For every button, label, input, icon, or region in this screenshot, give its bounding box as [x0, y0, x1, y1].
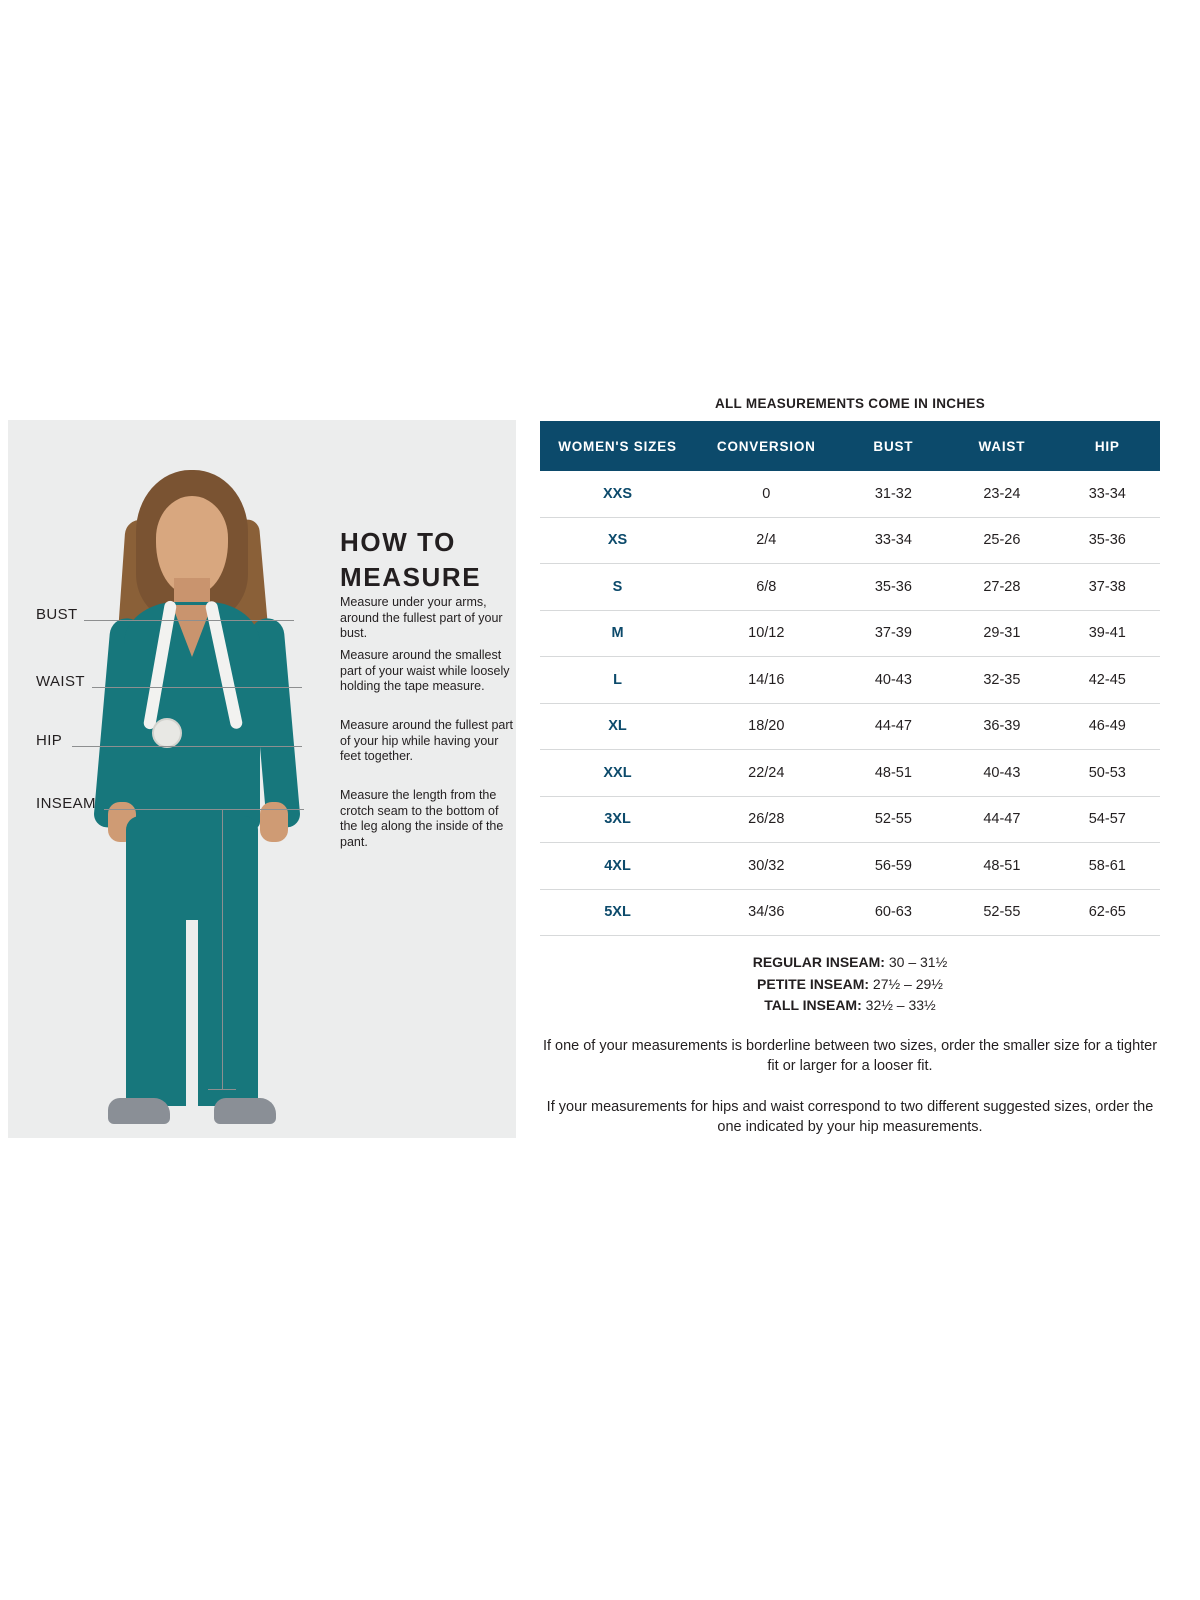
cell-bust: 56-59: [838, 843, 950, 890]
cell-hip: 50-53: [1055, 750, 1160, 797]
inseam-tall: [540, 995, 1160, 1017]
cell-waist: 32-35: [949, 657, 1054, 704]
cell-size: 4XL: [540, 843, 695, 890]
cell-bust: 40-43: [838, 657, 950, 704]
table-row: [540, 564, 1160, 611]
size-chart-panel: [540, 396, 1160, 1137]
footnote-borderline-sizes: If one of your measurements is borderline between two sizes, order the smaller size for a tighter fit or larger for a looser fit.: [542, 1038, 1158, 1074]
cell-bust: 35-36: [838, 564, 950, 611]
cell-size: M: [540, 610, 695, 657]
cell-waist: 44-47: [949, 796, 1054, 843]
cell-bust: 44-47: [838, 703, 950, 750]
cell-conversion: 26/28: [695, 796, 838, 843]
column-header-hip: HIP: [1055, 421, 1160, 471]
cell-waist: 23-24: [949, 471, 1054, 517]
how-to-measure-panel: [8, 420, 516, 1138]
cell-hip: 62-65: [1055, 889, 1160, 936]
size-chart-body: [540, 471, 1160, 936]
how-to-title-line2: MEASURE: [340, 562, 482, 593]
cell-bust: 48-51: [838, 750, 950, 797]
inseam-bottom-tick: [208, 1089, 236, 1090]
how-to-text-inseam: Measure the length from the crotch seam to the bottom of the leg along the inside of the pant.: [340, 788, 504, 849]
cell-size: 5XL: [540, 889, 695, 936]
measurements-units-note: ALL MEASUREMENTS COME IN INCHES: [714, 396, 986, 411]
leader-line-inseam: [104, 809, 304, 810]
how-to-measure-title: [340, 525, 510, 595]
model-shoe-left: [108, 1098, 170, 1124]
cell-hip: 37-38: [1055, 564, 1160, 611]
cell-conversion: 30/32: [695, 843, 838, 890]
model-shoe-right: [214, 1098, 276, 1124]
cell-bust: 33-34: [838, 517, 950, 564]
inseam-info-block: [540, 952, 1160, 1017]
cell-size: XXL: [540, 750, 695, 797]
column-header-conversion: CONVERSION: [695, 421, 838, 471]
callout-label-hip: HIP: [36, 732, 63, 749]
cell-hip: 42-45: [1055, 657, 1160, 704]
callout-label-bust: BUST: [36, 606, 78, 623]
cell-waist: 52-55: [949, 889, 1054, 936]
table-row: [540, 610, 1160, 657]
cell-size: S: [540, 564, 695, 611]
table-row: [540, 517, 1160, 564]
inseam-petite-label: PETITE INSEAM:: [757, 975, 870, 992]
footnote-hip-priority: If your measurements for hips and waist correspond to two different suggested sizes, order the one indicated by your hip measurements.: [546, 1099, 1154, 1135]
cell-waist: 36-39: [949, 703, 1054, 750]
cell-size: XS: [540, 517, 695, 564]
inseam-tall-value: 32½ – 33½: [865, 997, 936, 1014]
cell-hip: 46-49: [1055, 703, 1160, 750]
cell-waist: 40-43: [949, 750, 1054, 797]
callout-label-waist: WAIST: [36, 673, 85, 690]
inseam-tall-label: TALL INSEAM:: [764, 997, 862, 1014]
table-header-row: [540, 421, 1160, 471]
column-header-bust: BUST: [838, 421, 950, 471]
leader-line-bust: [84, 620, 294, 621]
cell-waist: 29-31: [949, 610, 1054, 657]
cell-conversion: 22/24: [695, 750, 838, 797]
table-row: [540, 750, 1160, 797]
table-row: [540, 657, 1160, 704]
cell-bust: 31-32: [838, 471, 950, 517]
cell-bust: 37-39: [838, 610, 950, 657]
cell-hip: 58-61: [1055, 843, 1160, 890]
inseam-regular-label: REGULAR INSEAM:: [752, 954, 885, 970]
column-header-waist: WAIST: [949, 421, 1054, 471]
inseam-petite-value: 27½ – 29½: [872, 975, 943, 992]
cell-conversion: 6/8: [695, 564, 838, 611]
inseam-regular: [540, 952, 1160, 974]
cell-size: L: [540, 657, 695, 704]
table-row: [540, 703, 1160, 750]
cell-waist: 27-28: [949, 564, 1054, 611]
cell-size: 3XL: [540, 796, 695, 843]
inseam-regular-value: 30 – 31½: [888, 954, 948, 970]
cell-conversion: 14/16: [695, 657, 838, 704]
cell-conversion: 18/20: [695, 703, 838, 750]
cell-bust: 52-55: [838, 796, 950, 843]
how-to-text-bust: Measure under your arms, around the fullest part of your bust.: [340, 595, 503, 641]
cell-hip: 33-34: [1055, 471, 1160, 517]
cell-size: XL: [540, 703, 695, 750]
column-header-sizes: WOMEN'S SIZES: [540, 421, 695, 471]
stethoscope-bell-icon: [152, 718, 182, 748]
table-row: [540, 471, 1160, 517]
model-leg-gap: [186, 920, 198, 1106]
cell-hip: 54-57: [1055, 796, 1160, 843]
leader-line-waist: [92, 687, 302, 688]
cell-conversion: 2/4: [695, 517, 838, 564]
callout-label-inseam: INSEAM: [36, 795, 96, 812]
how-to-text-waist: Measure around the smallest part of your waist while loosely holding the tape measure.: [340, 648, 510, 694]
cell-hip: 35-36: [1055, 517, 1160, 564]
cell-bust: 60-63: [838, 889, 950, 936]
cell-conversion: 34/36: [695, 889, 838, 936]
how-to-text-hip: Measure around the fullest part of your hip while having your feet together.: [340, 718, 514, 764]
how-to-title-line1: HOW TO: [340, 527, 456, 557]
leader-line-hip: [72, 746, 302, 747]
cell-conversion: 10/12: [695, 610, 838, 657]
cell-conversion: 0: [695, 471, 838, 517]
inseam-measure-line: [222, 809, 223, 1089]
cell-waist: 48-51: [949, 843, 1054, 890]
size-chart-table: [540, 421, 1160, 936]
table-row: [540, 889, 1160, 936]
table-row: [540, 843, 1160, 890]
inseam-petite: [540, 974, 1160, 996]
model-hand-right: [260, 802, 288, 842]
cell-size: XXS: [540, 471, 695, 517]
cell-hip: 39-41: [1055, 610, 1160, 657]
table-row: [540, 796, 1160, 843]
cell-waist: 25-26: [949, 517, 1054, 564]
model-illustration: [68, 450, 328, 1120]
